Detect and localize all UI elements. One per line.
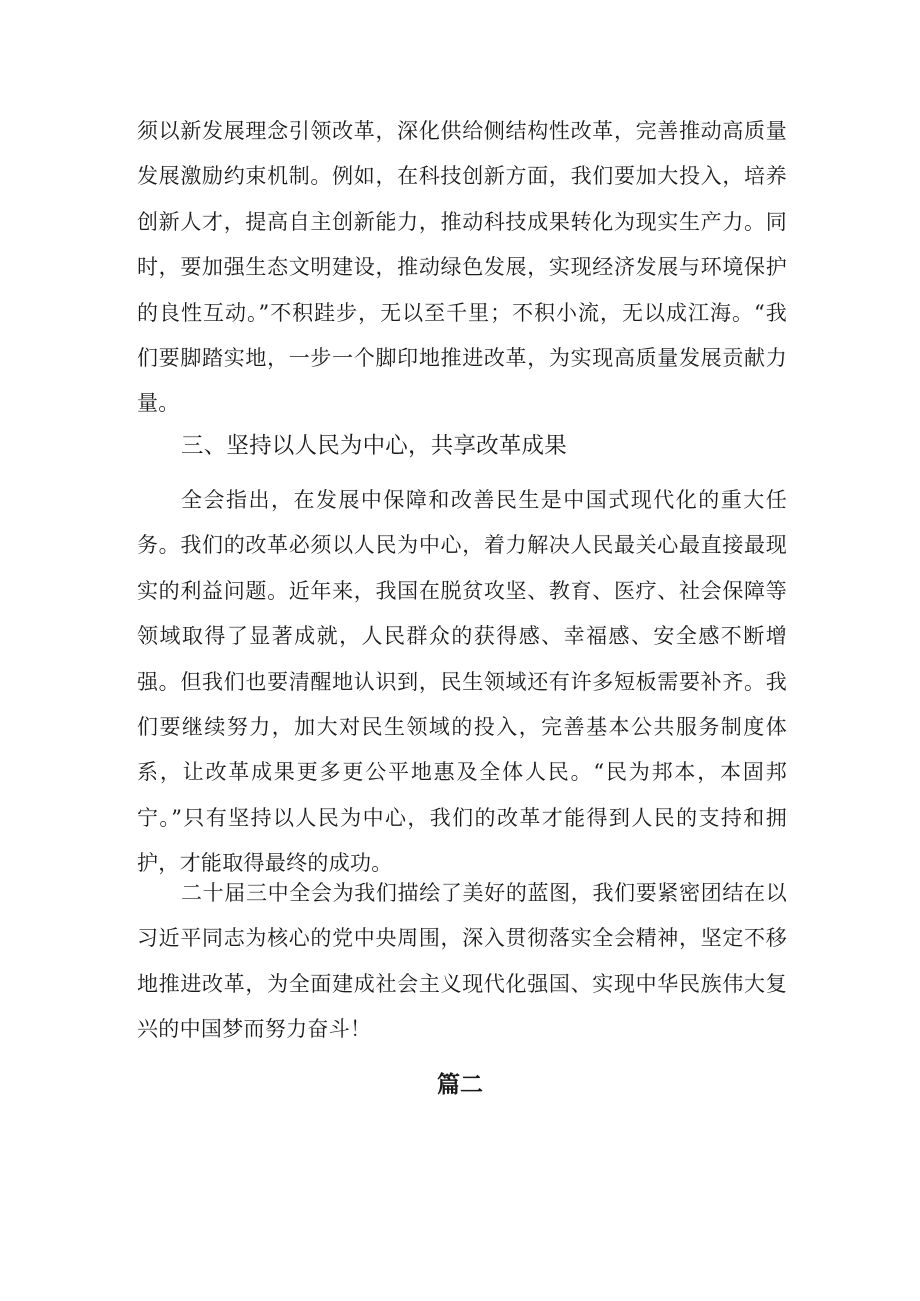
- section-heading: 三、坚持以人民为中心，共享改革成果: [181, 433, 567, 459]
- body-paragraph: 全会指出，在发展中保障和改善民生是中国式现代化的重大任务。我们的改革必须以人民为中心，着力解决人民最关心最直接最现实的利益问题。近年来，我国在脱贫攻坚、教育、医疗、社会保障等领域取得了显著成就，人民群众的获得感、幸福感、安全感不断增强。但我们也要清醒地认识到，民生领域还有许多短板需要补齐。我们要继续努力，加大对民生领域的投入，完善基本公共服务制度体系，让改革成果更多更公平地惠及全体人民。“民为邦本，本固邦宁。”只有坚持以人民为中心，我们的改革才能得到人民的支持和拥护，才能取得最终的成功。: [137, 488, 787, 876]
- body-paragraph: 须以新发展理念引领改革，深化供给侧结构性改革，完善推动高质量发展激励约束机制。例如，在科技创新方面，我们要加大投入，培养创新人才，提高自主创新能力，推动科技成果转化为现实生产力。同时，要加强生态文明建设，推动绿色发展，实现经济发展与环境保护的良性互动。”不积跬步，无以至千里；不积小流，无以成江海。“我们要脚踏实地，一步一个脚印地推进改革，为实现高质量发展贡献力量。: [137, 119, 787, 416]
- part-title: 篇二: [437, 1072, 483, 1098]
- body-paragraph: 二十届三中全会为我们描绘了美好的蓝图，我们要紧密团结在以习近平同志为核心的党中央周围，深入贯彻落实全会精神，坚定不移地推进改革，为全面建成社会主义现代化强国、实现中华民族伟大复兴的中国梦而努力奋斗！: [137, 881, 787, 1042]
